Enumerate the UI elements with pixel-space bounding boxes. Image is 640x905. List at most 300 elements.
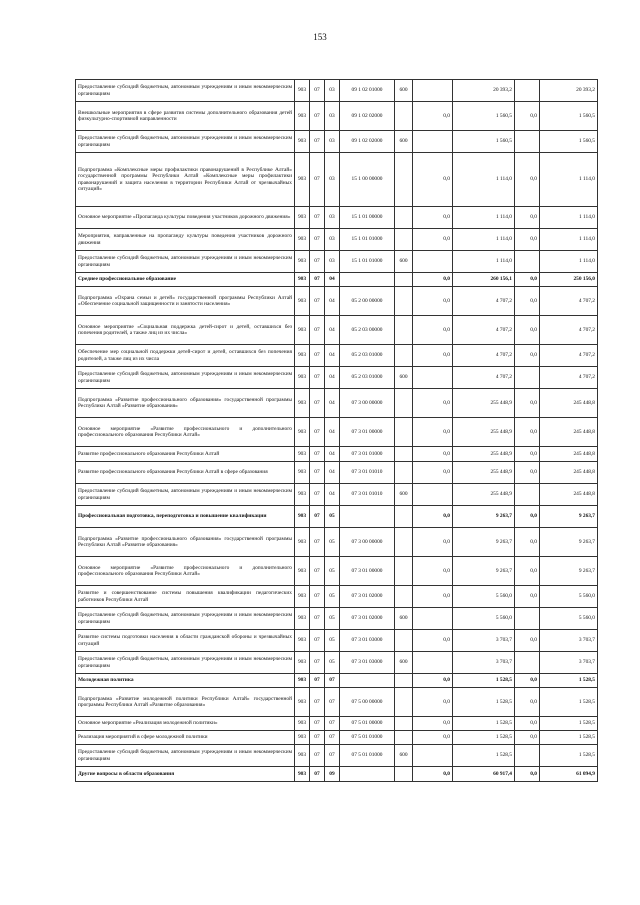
admin-code-cell: 903 <box>295 229 310 251</box>
amount-cell-2: 20 393,2 <box>453 80 515 102</box>
admin-code-cell: 903 <box>295 447 310 462</box>
amount-cell-2: 4 707,2 <box>453 287 515 316</box>
subsection-code-cell: 05 <box>325 630 340 652</box>
amount-cell-4: 245 448,8 <box>540 462 598 484</box>
row-name-cell: Предоставление субсидий бюджетным, автономным учреждениям и иным некоммерческим организациям <box>76 484 295 506</box>
table-row <box>76 506 598 528</box>
target-article-cell: 07 3 01 03000 <box>340 652 395 674</box>
subsection-code-cell: 07 <box>325 688 340 717</box>
amount-cell-1: 0,0 <box>413 229 453 251</box>
admin-code-cell: 903 <box>295 484 310 506</box>
section-code-cell: 07 <box>310 484 325 506</box>
row-name-cell: Предоставление субсидий бюджетным, автономным учреждениям и иным некоммерческим организациям <box>76 131 295 153</box>
subsection-code-cell: 03 <box>325 153 340 207</box>
amount-cell-4: 9 263,7 <box>540 557 598 586</box>
amount-cell-3: 0,0 <box>515 447 540 462</box>
subsection-code-cell: 05 <box>325 586 340 608</box>
section-code-cell: 07 <box>310 345 325 367</box>
target-article-cell: 07 3 01 00000 <box>340 557 395 586</box>
target-article-cell: 09 1 02 02000 <box>340 131 395 153</box>
table-row <box>76 652 598 674</box>
row-name-cell: Подпрограмма «Охрана семьи и детей» государственной программы Республики Алтай «Обеспечение социальной защищенности и занятости населения» <box>76 287 295 316</box>
amount-cell-2: 9 263,7 <box>453 506 515 528</box>
amount-cell-2: 1 528,5 <box>453 745 515 767</box>
section-code-cell: 07 <box>310 745 325 767</box>
amount-cell-2: 1 560,5 <box>453 131 515 153</box>
amount-cell-3: 0,0 <box>515 273 540 287</box>
amount-cell-3: 0,0 <box>515 153 540 207</box>
target-article-cell <box>340 273 395 287</box>
row-name-cell: Основное мероприятие «Реализация молодежной политики» <box>76 717 295 731</box>
section-code-cell: 07 <box>310 367 325 389</box>
section-code-cell: 07 <box>310 251 325 273</box>
target-article-cell: 15 1 01 01000 <box>340 229 395 251</box>
amount-cell-3: 0,0 <box>515 345 540 367</box>
subsection-code-cell: 07 <box>325 731 340 745</box>
table-row <box>76 630 598 652</box>
admin-code-cell: 903 <box>295 131 310 153</box>
row-name-cell: Среднее профессиональное образование <box>76 273 295 287</box>
amount-cell-2: 1 528,5 <box>453 731 515 745</box>
amount-cell-3: 0,0 <box>515 207 540 229</box>
section-code-cell: 07 <box>310 652 325 674</box>
target-article-cell: 07 3 01 02000 <box>340 608 395 630</box>
amount-cell-3: 0,0 <box>515 462 540 484</box>
subsection-code-cell: 04 <box>325 367 340 389</box>
amount-cell-1 <box>413 745 453 767</box>
amount-cell-1 <box>413 608 453 630</box>
subsection-code-cell: 07 <box>325 745 340 767</box>
amount-cell-4: 61 094,9 <box>540 767 598 782</box>
amount-cell-2: 1 114,0 <box>453 207 515 229</box>
amount-cell-3: 0,0 <box>515 528 540 557</box>
target-article-cell: 07 3 01 01000 <box>340 447 395 462</box>
admin-code-cell: 903 <box>295 287 310 316</box>
table-row <box>76 484 598 506</box>
row-name-cell: Основное мероприятие «Пропаганда культуры поведения участников дорожного движения» <box>76 207 295 229</box>
amount-cell-4: 245 448,8 <box>540 484 598 506</box>
amount-cell-4: 1 528,5 <box>540 731 598 745</box>
section-code-cell: 07 <box>310 557 325 586</box>
amount-cell-2: 4 707,2 <box>453 367 515 389</box>
amount-cell-4: 4 707,2 <box>540 316 598 345</box>
table-row <box>76 608 598 630</box>
amount-cell-1: 0,0 <box>413 207 453 229</box>
row-name-cell: Предоставление субсидий бюджетным, автономным учреждениям и иным некоммерческим организациям <box>76 251 295 273</box>
amount-cell-3: 0,0 <box>515 389 540 418</box>
section-code-cell: 07 <box>310 674 325 688</box>
admin-code-cell: 903 <box>295 630 310 652</box>
row-name-cell: Мероприятия, направленные на пропаганду культуры поведения участников дорожного движения <box>76 229 295 251</box>
amount-cell-1: 0,0 <box>413 506 453 528</box>
subsection-code-cell: 03 <box>325 102 340 131</box>
section-code-cell: 07 <box>310 462 325 484</box>
expense-type-cell: 600 <box>395 251 413 273</box>
row-name-cell: Внешкольные мероприятия в сфере развития системы дополнительного образования детей физкультурно-спортивной направленности <box>76 102 295 131</box>
expense-type-cell <box>395 528 413 557</box>
target-article-cell: 15 1 01 00000 <box>340 207 395 229</box>
section-code-cell: 07 <box>310 608 325 630</box>
amount-cell-1: 0,0 <box>413 688 453 717</box>
amount-cell-4: 245 448,8 <box>540 447 598 462</box>
table-row <box>76 767 598 782</box>
amount-cell-3: 0,0 <box>515 688 540 717</box>
expense-type-cell: 600 <box>395 608 413 630</box>
amount-cell-2: 255 448,9 <box>453 418 515 447</box>
target-article-cell: 05 2 03 01000 <box>340 345 395 367</box>
section-code-cell: 07 <box>310 102 325 131</box>
page-number: 153 <box>313 32 327 42</box>
amount-cell-1 <box>413 251 453 273</box>
amount-cell-4: 1 560,5 <box>540 131 598 153</box>
amount-cell-1 <box>413 131 453 153</box>
section-code-cell: 07 <box>310 447 325 462</box>
row-name-cell: Основное мероприятие «Развитие профессионального и дополнительного профессионального образования Республики Алтай» <box>76 418 295 447</box>
expense-type-cell: 600 <box>395 484 413 506</box>
subsection-code-cell: 03 <box>325 229 340 251</box>
amount-cell-1: 0,0 <box>413 153 453 207</box>
admin-code-cell: 903 <box>295 462 310 484</box>
table-row <box>76 731 598 745</box>
admin-code-cell: 903 <box>295 731 310 745</box>
expense-type-cell <box>395 418 413 447</box>
row-name-cell: Предоставление субсидий бюджетным, автономным учреждениям и иным некоммерческим организациям <box>76 652 295 674</box>
target-article-cell: 05 2 00 00000 <box>340 287 395 316</box>
amount-cell-3: 0,0 <box>515 229 540 251</box>
target-article-cell: 07 5 01 00000 <box>340 717 395 731</box>
admin-code-cell: 903 <box>295 251 310 273</box>
amount-cell-2: 1 528,5 <box>453 674 515 688</box>
amount-cell-2: 1 560,5 <box>453 102 515 131</box>
row-name-cell: Профессиональная подготовка, переподготовка и повышение квалификации <box>76 506 295 528</box>
row-name-cell: Молодежная политика <box>76 674 295 688</box>
section-code-cell: 07 <box>310 287 325 316</box>
budget-table <box>75 79 598 782</box>
expense-type-cell: 600 <box>395 131 413 153</box>
subsection-code-cell: 05 <box>325 652 340 674</box>
expense-type-cell: 600 <box>395 367 413 389</box>
table-row <box>76 586 598 608</box>
table-row <box>76 717 598 731</box>
target-article-cell: 07 3 01 01010 <box>340 484 395 506</box>
row-name-cell: Предоставление субсидий бюджетным, автономным учреждениям и иным некоммерческим организациям <box>76 745 295 767</box>
amount-cell-3: 0,0 <box>515 674 540 688</box>
amount-cell-2: 9 263,7 <box>453 557 515 586</box>
admin-code-cell: 903 <box>295 608 310 630</box>
table-row <box>76 745 598 767</box>
amount-cell-1: 0,0 <box>413 287 453 316</box>
target-article-cell: 15 1 01 01000 <box>340 251 395 273</box>
expense-type-cell <box>395 462 413 484</box>
table-row <box>76 528 598 557</box>
amount-cell-3: 0,0 <box>515 316 540 345</box>
table-row <box>76 316 598 345</box>
admin-code-cell: 903 <box>295 557 310 586</box>
amount-cell-1: 0,0 <box>413 731 453 745</box>
expense-type-cell <box>395 506 413 528</box>
amount-cell-3 <box>515 484 540 506</box>
expense-type-cell <box>395 229 413 251</box>
amount-cell-3: 0,0 <box>515 586 540 608</box>
amount-cell-4: 1 528,5 <box>540 688 598 717</box>
amount-cell-1 <box>413 367 453 389</box>
section-code-cell: 07 <box>310 389 325 418</box>
table-row <box>76 80 598 102</box>
target-article-cell: 07 5 00 00000 <box>340 688 395 717</box>
expense-type-cell <box>395 207 413 229</box>
amount-cell-3: 0,0 <box>515 287 540 316</box>
section-code-cell: 07 <box>310 767 325 782</box>
amount-cell-4: 1 114,0 <box>540 229 598 251</box>
amount-cell-2: 255 448,9 <box>453 389 515 418</box>
expense-type-cell: 600 <box>395 745 413 767</box>
amount-cell-2: 4 707,2 <box>453 316 515 345</box>
amount-cell-4: 1 528,5 <box>540 674 598 688</box>
amount-cell-2: 255 448,9 <box>453 462 515 484</box>
row-name-cell: Развитие профессионального образования Республики Алтай в сфере образования <box>76 462 295 484</box>
section-code-cell: 07 <box>310 207 325 229</box>
amount-cell-2: 5 560,0 <box>453 608 515 630</box>
amount-cell-3: 0,0 <box>515 731 540 745</box>
admin-code-cell: 903 <box>295 767 310 782</box>
expense-type-cell <box>395 345 413 367</box>
subsection-code-cell: 09 <box>325 767 340 782</box>
admin-code-cell: 903 <box>295 80 310 102</box>
amount-cell-4: 250 156,0 <box>540 273 598 287</box>
subsection-code-cell: 05 <box>325 608 340 630</box>
subsection-code-cell: 04 <box>325 287 340 316</box>
row-name-cell: Основное мероприятие «Социальная поддержка детей-сирот и детей, оставшихся без попечения родителей, а также лиц из их числа» <box>76 316 295 345</box>
amount-cell-4: 1 114,0 <box>540 153 598 207</box>
section-code-cell: 07 <box>310 630 325 652</box>
admin-code-cell: 903 <box>295 506 310 528</box>
amount-cell-2: 3 703,7 <box>453 652 515 674</box>
admin-code-cell: 903 <box>295 688 310 717</box>
admin-code-cell: 903 <box>295 273 310 287</box>
table-row <box>76 251 598 273</box>
admin-code-cell: 903 <box>295 717 310 731</box>
amount-cell-4: 5 560,0 <box>540 586 598 608</box>
amount-cell-2: 1 114,0 <box>453 153 515 207</box>
admin-code-cell: 903 <box>295 207 310 229</box>
section-code-cell: 07 <box>310 418 325 447</box>
table-row <box>76 367 598 389</box>
amount-cell-2: 1 528,5 <box>453 688 515 717</box>
target-article-cell: 07 3 01 03000 <box>340 630 395 652</box>
amount-cell-2: 255 448,9 <box>453 484 515 506</box>
amount-cell-4: 1 528,5 <box>540 717 598 731</box>
amount-cell-1: 0,0 <box>413 345 453 367</box>
amount-cell-1: 0,0 <box>413 586 453 608</box>
target-article-cell: 07 3 01 00000 <box>340 418 395 447</box>
admin-code-cell: 903 <box>295 102 310 131</box>
amount-cell-3: 0,0 <box>515 418 540 447</box>
table-row <box>76 688 598 717</box>
row-name-cell: Обеспечение мер социальной поддержки детей-сирот и детей, оставшихся без попечения родителей, а также лиц из их числа <box>76 345 295 367</box>
expense-type-cell <box>395 102 413 131</box>
amount-cell-3 <box>515 745 540 767</box>
expense-type-cell <box>395 717 413 731</box>
target-article-cell: 09 1 02 01000 <box>340 80 395 102</box>
expense-type-cell <box>395 447 413 462</box>
expense-type-cell <box>395 316 413 345</box>
section-code-cell: 07 <box>310 229 325 251</box>
subsection-code-cell: 07 <box>325 717 340 731</box>
admin-code-cell: 903 <box>295 153 310 207</box>
amount-cell-4: 245 448,8 <box>540 389 598 418</box>
amount-cell-3 <box>515 251 540 273</box>
target-article-cell: 07 5 01 01000 <box>340 745 395 767</box>
amount-cell-2: 60 917,4 <box>453 767 515 782</box>
budget-table-body <box>76 80 598 782</box>
expense-type-cell <box>395 731 413 745</box>
admin-code-cell: 903 <box>295 586 310 608</box>
subsection-code-cell: 03 <box>325 251 340 273</box>
admin-code-cell: 903 <box>295 345 310 367</box>
target-article-cell: 07 5 01 01000 <box>340 731 395 745</box>
amount-cell-1 <box>413 80 453 102</box>
subsection-code-cell: 04 <box>325 462 340 484</box>
amount-cell-4: 1 560,5 <box>540 102 598 131</box>
expense-type-cell <box>395 674 413 688</box>
expense-type-cell: 600 <box>395 80 413 102</box>
amount-cell-1: 0,0 <box>413 717 453 731</box>
amount-cell-3 <box>515 608 540 630</box>
row-name-cell: Подпрограмма «Комплексные меры профилактики правонарушений в Республике Алтай» государственной программы Республики Алтай «Комплексные меры профилактики правонарушений и защита населения в территории Республики Алтай от чрезвычайных ситуаций» <box>76 153 295 207</box>
row-name-cell: Другие вопросы в области образования <box>76 767 295 782</box>
amount-cell-2: 4 707,2 <box>453 345 515 367</box>
row-name-cell: Реализация мероприятий в сфере молодежной политики <box>76 731 295 745</box>
amount-cell-1: 0,0 <box>413 447 453 462</box>
amount-cell-1: 0,0 <box>413 316 453 345</box>
amount-cell-1: 0,0 <box>413 674 453 688</box>
amount-cell-4: 20 393,2 <box>540 80 598 102</box>
admin-code-cell: 903 <box>295 528 310 557</box>
amount-cell-3: 0,0 <box>515 102 540 131</box>
subsection-code-cell: 03 <box>325 80 340 102</box>
admin-code-cell: 903 <box>295 745 310 767</box>
expense-type-cell <box>395 389 413 418</box>
table-row <box>76 229 598 251</box>
subsection-code-cell: 04 <box>325 345 340 367</box>
amount-cell-2: 1 114,0 <box>453 229 515 251</box>
amount-cell-4: 4 707,2 <box>540 345 598 367</box>
target-article-cell: 15 1 00 00000 <box>340 153 395 207</box>
amount-cell-2: 1 114,0 <box>453 251 515 273</box>
amount-cell-2: 3 703,7 <box>453 630 515 652</box>
section-code-cell: 07 <box>310 586 325 608</box>
section-code-cell: 07 <box>310 80 325 102</box>
subsection-code-cell: 04 <box>325 484 340 506</box>
expense-type-cell: 600 <box>395 652 413 674</box>
amount-cell-1: 0,0 <box>413 102 453 131</box>
amount-cell-1 <box>413 484 453 506</box>
amount-cell-1: 0,0 <box>413 389 453 418</box>
amount-cell-3 <box>515 652 540 674</box>
amount-cell-1: 0,0 <box>413 767 453 782</box>
amount-cell-3 <box>515 131 540 153</box>
table-row <box>76 273 598 287</box>
amount-cell-2: 5 560,0 <box>453 586 515 608</box>
section-code-cell: 07 <box>310 717 325 731</box>
amount-cell-3: 0,0 <box>515 630 540 652</box>
amount-cell-1: 0,0 <box>413 557 453 586</box>
subsection-code-cell: 03 <box>325 207 340 229</box>
expense-type-cell <box>395 287 413 316</box>
subsection-code-cell: 04 <box>325 418 340 447</box>
expense-type-cell <box>395 767 413 782</box>
table-row <box>76 207 598 229</box>
admin-code-cell: 903 <box>295 367 310 389</box>
target-article-cell: 07 3 00 00000 <box>340 389 395 418</box>
section-code-cell: 07 <box>310 131 325 153</box>
admin-code-cell: 903 <box>295 652 310 674</box>
amount-cell-4: 9 263,7 <box>540 506 598 528</box>
subsection-code-cell: 07 <box>325 674 340 688</box>
amount-cell-3 <box>515 367 540 389</box>
amount-cell-4: 4 707,2 <box>540 367 598 389</box>
row-name-cell: Подпрограмма «Развитие молодежной политики Республики Алтай» государственной программы Республики Алтай «Развитие образования» <box>76 688 295 717</box>
amount-cell-3: 0,0 <box>515 557 540 586</box>
subsection-code-cell: 05 <box>325 506 340 528</box>
table-row <box>76 287 598 316</box>
expense-type-cell <box>395 557 413 586</box>
expense-type-cell <box>395 153 413 207</box>
section-code-cell: 07 <box>310 528 325 557</box>
subsection-code-cell: 04 <box>325 447 340 462</box>
amount-cell-4: 1 114,0 <box>540 251 598 273</box>
subsection-code-cell: 04 <box>325 273 340 287</box>
section-code-cell: 07 <box>310 506 325 528</box>
amount-cell-3: 0,0 <box>515 506 540 528</box>
table-row <box>76 131 598 153</box>
target-article-cell: 07 3 00 00000 <box>340 528 395 557</box>
expense-type-cell <box>395 586 413 608</box>
expense-type-cell <box>395 630 413 652</box>
table-row <box>76 418 598 447</box>
subsection-code-cell: 05 <box>325 557 340 586</box>
section-code-cell: 07 <box>310 316 325 345</box>
amount-cell-1: 0,0 <box>413 528 453 557</box>
section-code-cell: 07 <box>310 731 325 745</box>
table-row <box>76 557 598 586</box>
table-row <box>76 153 598 207</box>
table-row <box>76 674 598 688</box>
amount-cell-4: 4 707,2 <box>540 287 598 316</box>
amount-cell-1: 0,0 <box>413 418 453 447</box>
section-code-cell: 07 <box>310 273 325 287</box>
target-article-cell: 07 3 01 01010 <box>340 462 395 484</box>
subsection-code-cell: 04 <box>325 316 340 345</box>
amount-cell-2: 1 528,5 <box>453 717 515 731</box>
amount-cell-3 <box>515 80 540 102</box>
table-row <box>76 102 598 131</box>
table-row <box>76 447 598 462</box>
amount-cell-4: 1 528,5 <box>540 745 598 767</box>
target-article-cell <box>340 767 395 782</box>
table-row <box>76 389 598 418</box>
row-name-cell: Подпрограмма «Развитие профессионального образования» государственной программы Республики Алтай «Развитие образования» <box>76 528 295 557</box>
amount-cell-2: 255 448,9 <box>453 447 515 462</box>
target-article-cell: 09 1 02 02000 <box>340 102 395 131</box>
amount-cell-4: 1 114,0 <box>540 207 598 229</box>
row-name-cell: Предоставление субсидий бюджетным, автономным учреждениям и иным некоммерческим организациям <box>76 367 295 389</box>
admin-code-cell: 903 <box>295 389 310 418</box>
target-article-cell <box>340 674 395 688</box>
target-article-cell: 05 2 03 01000 <box>340 367 395 389</box>
amount-cell-3: 0,0 <box>515 767 540 782</box>
row-name-cell: Подпрограмма «Развитие профессионального образования» государственной программы Республики Алтай «Развитие образования» <box>76 389 295 418</box>
